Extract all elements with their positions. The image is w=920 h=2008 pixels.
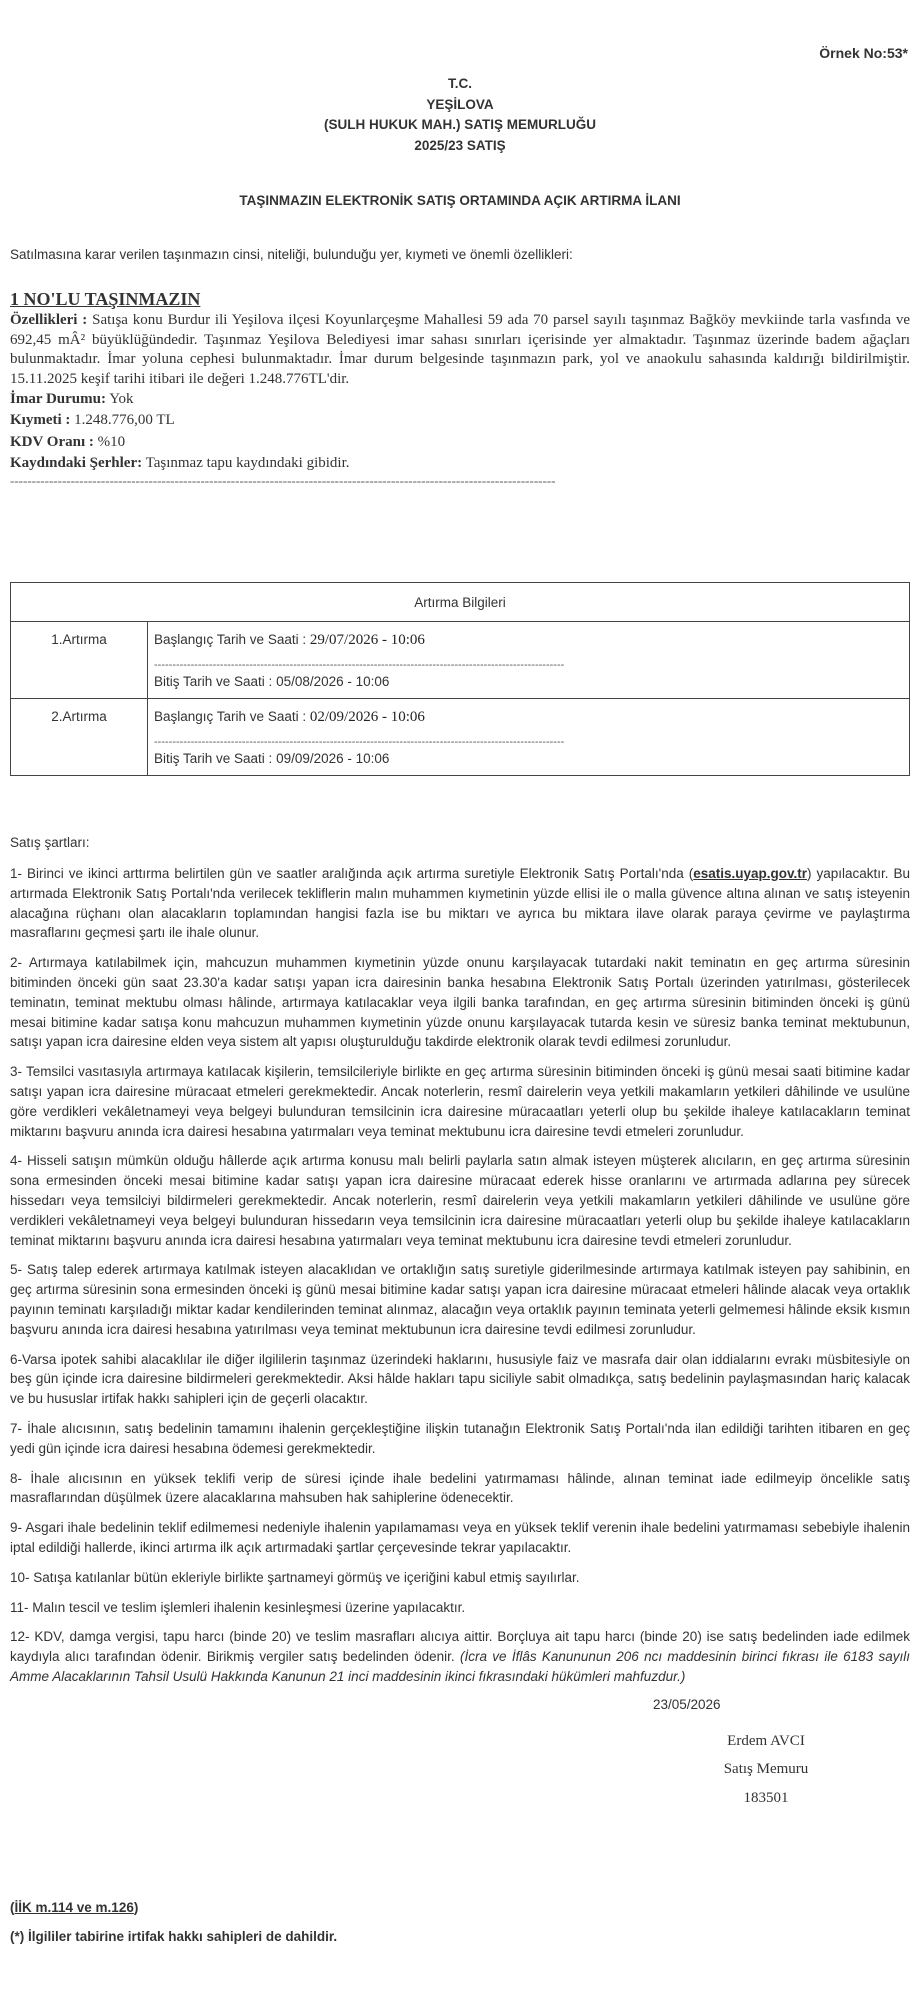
vat-row xyxy=(10,432,910,453)
signer-number: 183501 xyxy=(743,1789,789,1806)
auction-end-value-2: 09/09/2026 - 10:06 xyxy=(276,751,390,766)
auction-start-1: Başlangıç Tarih ve Saati : 29/07/2026 - 10:06 xyxy=(154,632,425,648)
term-3: 3- Temsilci vasıtasıyla artırmaya katılacak kişilerin, temsilcileriyle birlikte en geç artırma süresinin bitiminden önceki iş günü mesai saati bitimine kadar satışı yapan icra dairesine müracaat etmeleri gerekmektedir. Ancak noterlerin, resmî dairelerin veya yetkili makamların yetkileri dâhilinde ve usulüne göre verdikleri vekâletnameyi veya belgeyi bulunduran temsilcinin icra dairesine müracaatları yeterli olup bu şekilde ihaleye katılacakların teminat miktarını başvuru anında icra dairesi hesabına yatırmaları veya teminat mektubunu icra dairesine tevdi etmeleri zorunludur. xyxy=(10,1064,910,1139)
document-header xyxy=(0,74,920,156)
auction-end-value-1: 05/08/2026 - 10:06 xyxy=(276,674,390,689)
annotations-row xyxy=(10,453,910,474)
auction-start-2: Başlangıç Tarih ve Saati : 02/09/2026 - 10:06 xyxy=(154,709,425,725)
auction-divider-1: ---------------------------------------------------------------------------------------------------------------- xyxy=(154,659,565,671)
auction-row-1 xyxy=(11,622,910,699)
signature-date: 23/05/2026 xyxy=(653,1697,721,1712)
term-10: 10- Satışa katılanlar bütün ekleriyle birlikte şartnameyi görmüş ve içeriğini kabul etmiş sayılırlar. xyxy=(10,1569,580,1585)
term-12-legal-note: (İcra ve İflâs Kanununun 206 ncı maddesinin birinci fıkrası ile 6183 sayılı Amme Alacaklarının Tahsil Usulü Hakkında Kanunun 21 inci maddesinin ikinci fıkrasındaki hükümleri mahfuzdur.) xyxy=(10,1649,911,1684)
zoning-row xyxy=(10,389,910,410)
term-12: 12- KDV, damga vergisi, tapu harcı (binde 20) ve teslim masrafları alıcıya aittir. Borçluya ait tapu harcı (binde 20) ise satış bedelinden iade edilmek kaydıyla alıcı tarafından ödenir. Birikmiş vergiler satış bedelinden ödenir. (İcra ve İflâs Kanununun 206 ncı maddesinin birinci fıkrası ile 6183 sayılı Amme Alacaklarının Tahsil Usulü Hakkında Kanunun 21 inci maddesinin ikinci fıkrasındaki hükümleri mahfuzdur.) xyxy=(10,1629,911,1684)
value-row xyxy=(10,410,910,431)
auction-end-2: Bitiş Tarih ve Saati : 09/09/2026 - 10:06 xyxy=(154,751,390,766)
vat-label: KDV Oranı : xyxy=(10,433,94,450)
auction-start-value-1: 29/07/2026 - 10:06 xyxy=(309,632,425,648)
announcement-title: TAŞINMAZIN ELEKTRONİK SATIŞ ORTAMINDA AÇIK ARTIRMA İLANI xyxy=(239,193,681,208)
property-divider: ------------------------------------------------------------------------------------------------------------------------------ xyxy=(10,474,556,489)
header-tc: T.C. xyxy=(447,76,472,91)
property-title: 1 NO'LU TAŞINMAZIN xyxy=(10,289,201,309)
auction-label-1: 1.Artırma xyxy=(11,622,148,699)
term-9: 9- Asgari ihale bedelinin teklif edilmemesi nedeniyle ihalenin yapılamaması veya en yüksek teklif verenin ihale bedelini yatırmaması sebebiyle ihalenin iptal edildiği hallerde, ikinci artırma ilk açık artırmadaki şartlar çerçevesinde tekrar yapılacaktır. xyxy=(10,1520,910,1555)
term-5: 5- Satış talep ederek artırmaya katılmak isteyen alacaklıdan ve ortaklığın satış suretiyle giderilmesinde artırmaya katılmak isteyen pay sahibinin, en geç artırma süresinin sona ermesinden önceki iş günü mesai bitimine kadar satışı yapan icra dairesine müracaat etmeleri hâlinde alacak veya ortaklık payının teminatı karşıladığı miktar kadar kendilerinden teminat alınmaz, alacağın veya ortaklık payının teminata yeterli gelmemesi hâlinde eksik kısmın başvuru anında icra dairesi hesabına yatırılması veya teminat mektubunun icra dairesine tevdi edilmesi zorunludur. xyxy=(10,1262,910,1337)
property-section xyxy=(10,287,910,488)
auction-end-1: Bitiş Tarih ve Saati : 05/08/2026 - 10:06 xyxy=(154,674,390,689)
footnote: (*) İlgililer tabirine irtifak hakkı sahipleri de dahildir. xyxy=(10,1929,338,1944)
auction-start-value-2: 02/09/2026 - 10:06 xyxy=(309,709,425,725)
intro-text: Satılmasına karar verilen taşınmazın cinsi, niteliği, bulunduğu yer, kıymeti ve önemli özellikleri: xyxy=(10,247,573,262)
value-label: Kıymeti : xyxy=(10,412,71,429)
annotations-label: Kaydındaki Şerhler: xyxy=(10,454,143,471)
term-8: 8- İhale alıcısının en yüksek teklifi verip de süresi içinde ihale bedelini yatırmaması hâlinde, alınan teminat iade edilmeyip öncelikle satış masraflarından düşülmek üzere alacaklarına mahsuben hak sahiplerine ödenecektir. xyxy=(10,1470,910,1506)
signer-title: Satış Memuru xyxy=(723,1761,809,1778)
header-city: YEŞİLOVA xyxy=(426,96,494,112)
law-reference-link: İİK m.114 ve m.126 xyxy=(14,1900,134,1915)
sale-terms xyxy=(10,864,910,1697)
term-2: 2- Artırmaya katılabilmek için, mahcuzun muhammen kıymetinin yüzde onunu karşılayacak tutardaki nakit teminatın en geç artırma süresinin bitiminden önceki gün saat 23.30'a kadar satışı yapan icra dairesinin banka hesabına Elektronik Satış Portalı üzerinden yatırılması, gösterilecek teminatın, teminat mektubu olması hâlinde, artırmaya katılacaklar veya ilgili banka tarafından, en geç artırma süresinin bitiminden önceki iş günü mesai bitimine kadar satışa konu mahcuzun muhammen kıymetinin yüzde onunu karşılayacak tutarda kesin ve süresiz banka teminat mektubunun, satışı yapan icra dairesine elden veya sistem alt yapısı oluşturulduğu takdirde elektronik olarak tevdi edilmesi zorunludur. xyxy=(10,955,910,1050)
term-4: 4- Hisseli satışın mümkün olduğu hâllerde açık artırma konusu malı belirli paylarla satın almak isteyen müşterek alıcıların, en geç artırma süresinin sona ermesinden önceki mesai bitimine kadar satışı yapan icra dairesine müracaat ederek hisse oranlarını ve artırmada adlarına pey sürecek hissedarı veya temsilciyi bildirmeleri gerekmektedir. Ancak noterlerin, resmî dairelerin veya yetkili makamların yetkileri dâhilinde ve usulüne göre verdikleri vekâletnameyi veya belgeyi bulunduran hissedarın veya temsilcinin icra dairesine müracaatları yeterli olup bu şekilde ihaleye katılacakların teminat miktarını başvuru anında icra dairesi hesabına yatırmaları veya teminat mektubunu icra dairesine tevdi etmeleri zorunludur. xyxy=(10,1153,910,1248)
term-1: 1- Birinci ve ikinci arttırma belirtilen gün ve saatler aralığında açık artırma suretiyle Elektronik Satış Portalı'nda (esatis.uyap.gov.tr) yapılacaktır. Bu artırmada Elektronik Satış Portalı'nda verilecek tekliflerin malın muhammen kıymetinin yüzde ellisi ile o malla güvence altına alınan ve satış isteyenin alacağına rüçhanı olan alacakların toplamından hangisi fazla ise bu miktarı ve ayrıca bu miktara ilave olarak paraya çevirme ve paylaştırma masraflarını geçmesi şartı ile ihale olunur. xyxy=(10,866,910,941)
annotations-value: Taşınmaz tapu kaydındaki gibidir. xyxy=(145,454,350,471)
features-text: Satışa konu Burdur ili Yeşilova ilçesi Koyunlarçeşme Mahallesi 59 ada 70 parsel sayılı taşınmaz Bağköy mevkiinde tarla vasfında ve 692,45 mÂ² büyüklüğündedir. Taşınmaz Yeşilova Belediyesi imar sahası sınırları içerisinde yer almaktadır. Taşınmaz üzerinde badem ağaçları bulunmaktadır. İmar yoluna cephesi bulunmaktadır. İmar durum belgesinde taşınmazın park, yol ve anaokulu sahasında kaldırığı bildirilmiştir. 15.11.2025 keşif tarihi itibari ile değeri 1.248.776TL'dir. xyxy=(10,312,910,387)
ornek-no: Örnek No:53* xyxy=(819,45,908,61)
features-label: Özellikleri : xyxy=(10,312,88,328)
auction-divider-2: ---------------------------------------------------------------------------------------------------------------- xyxy=(154,736,565,748)
header-office: (SULH HUKUK MAH.) SATIŞ MEMURLUĞU xyxy=(324,117,596,132)
auction-info-table xyxy=(10,582,910,776)
signer-name: Erdem AVCI xyxy=(727,1733,805,1749)
signature-block xyxy=(672,1727,860,1812)
sale-terms-heading: Satış şartları: xyxy=(10,835,90,850)
auction-info-title: Artırma Bilgileri xyxy=(11,583,910,622)
auction-row-2 xyxy=(11,699,910,776)
auction-label-2: 2.Artırma xyxy=(11,699,148,776)
term-6: 6-Varsa ipotek sahibi alacaklılar ile diğer ilgililerin taşınmaz üzerindeki haklarını, hususiyle faiz ve masrafa dair olan iddialarını evrakı müsbitesiyle on beş gün içinde icra dairesine bildirmeleri gerekmektedir. Aksi hâlde hakları tapu siciliyle sabit olmadıkça, satış bedelinin paylaşmasından hariç kalacak ve bu hususlar irtifak hakkı sahipleri için de geçerli olacaktır. xyxy=(10,1351,910,1407)
term-7: 7- İhale alıcısının, satış bedelinin tamamını ihalenin gerçekleştiğine ilişkin tutanağın Elektronik Satış Portalı'nda ilan edildiği tarihten itibaren en geç yedi gün içinde icra dairesi hesabına ödemesi gerekmektedir. xyxy=(10,1420,910,1456)
vat-value: %10 xyxy=(97,433,126,450)
header-file-no: 2025/23 SATIŞ xyxy=(414,137,506,153)
zoning-value: Yok xyxy=(109,391,134,407)
esatis-link[interactable]: esatis.uyap.gov.tr xyxy=(693,866,807,881)
value-amount: 1.248.776,00 TL xyxy=(74,412,175,429)
property-features xyxy=(10,311,910,389)
zoning-label: İmar Durumu: xyxy=(10,391,106,407)
term-11: 11- Malın tescil ve teslim işlemleri ihalenin kesinleşmesi üzerine yapılacaktır. xyxy=(10,1599,466,1615)
law-reference: (İİK m.114 ve m.126) xyxy=(10,1900,139,1915)
